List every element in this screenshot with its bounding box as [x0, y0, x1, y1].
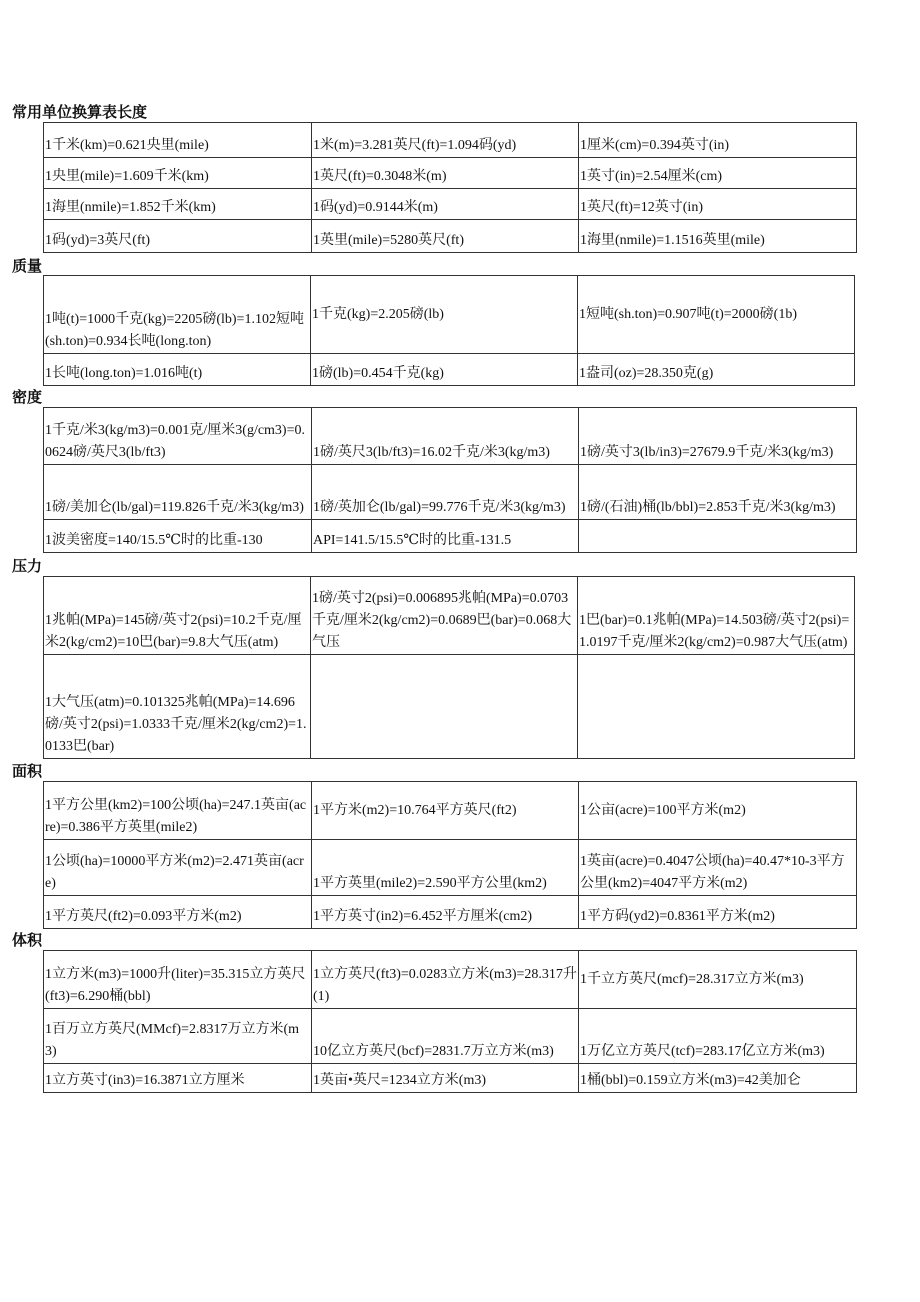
area-table: [43, 781, 857, 929]
table-cell: 10亿立方英尺(bcf)=2831.7万立方米(m3): [312, 1009, 579, 1064]
table-cell: 1巴(bar)=0.1兆帕(MPa)=14.503磅/英寸2(psi)=1.0197千克/厘米2(kg/cm2)=0.987大气压(atm): [578, 577, 855, 655]
table-cell: 1公顷(ha)=10000平方米(m2)=2.471英亩(acre): [44, 840, 312, 896]
table-cell: 1英寸(in)=2.54厘米(cm): [579, 158, 857, 189]
table-cell: [311, 655, 578, 759]
table-cell: 1平方英寸(in2)=6.452平方厘米(cm2): [312, 896, 579, 929]
table-cell: 1千克(kg)=2.205磅(lb): [311, 276, 578, 354]
table-cell: 1磅/美加仑(lb/gal)=119.826千克/米3(kg/m3): [44, 465, 312, 520]
density-table: [43, 407, 857, 553]
table-cell: 1桶(bbl)=0.159立方米(m3)=42美加仑: [579, 1064, 857, 1093]
table-cell: 1磅(lb)=0.454千克(kg): [311, 354, 578, 386]
table-cell: 1平方英尺(ft2)=0.093平方米(m2): [44, 896, 312, 929]
table-cell: 1磅/英寸2(psi)=0.006895兆帕(MPa)=0.0703千克/厘米2(kg/cm2)=0.0689巴(bar)=0.068大气压: [311, 577, 578, 655]
table-cell: 1吨(t)=1000千克(kg)=2205磅(lb)=1.102短吨(sh.ton)=0.934长吨(long.ton): [44, 276, 311, 354]
table-cell: 1兆帕(MPa)=145磅/英寸2(psi)=10.2千克/厘米2(kg/cm2)=10巴(bar)=9.8大气压(atm): [44, 577, 311, 655]
table-cell: 1平方公里(km2)=100公顷(ha)=247.1英亩(acre)=0.386平方英里(mile2): [44, 782, 312, 840]
table-cell: 1米(m)=3.281英尺(ft)=1.094码(yd): [312, 123, 579, 158]
section-heading-volume: 体积: [12, 931, 43, 949]
table-cell: 1码(yd)=0.9144米(m): [312, 189, 579, 220]
mass-table: [43, 275, 855, 386]
section-heading-area: 面积: [12, 762, 43, 780]
table-cell: 1英亩•英尺=1234立方米(m3): [312, 1064, 579, 1093]
table-cell: 1央里(mile)=1.609千米(km): [44, 158, 312, 189]
table-cell: 1公亩(acre)=100平方米(m2): [579, 782, 857, 840]
table-cell: 1千米(km)=0.621央里(mile): [44, 123, 312, 158]
table-cell: [578, 655, 855, 759]
section-heading-density: 密度: [12, 388, 43, 406]
table-cell: 1海里(nmile)=1.1516英里(mile): [579, 220, 857, 253]
table-cell: 1厘米(cm)=0.394英寸(in): [579, 123, 857, 158]
table-cell: API=141.5/15.5℃时的比重-131.5: [312, 520, 579, 553]
table-cell: 1平方码(yd2)=0.8361平方米(m2): [579, 896, 857, 929]
table-cell: 1百万立方英尺(MMcf)=2.8317万立方米(m3): [44, 1009, 312, 1064]
section-heading-pressure: 压力: [12, 557, 43, 575]
table-cell: 1平方米(m2)=10.764平方英尺(ft2): [312, 782, 579, 840]
table-cell: 1磅/英寸3(lb/in3)=27679.9千克/米3(kg/m3): [579, 408, 857, 465]
table-cell: 1短吨(sh.ton)=0.907吨(t)=2000磅(1b): [578, 276, 855, 354]
table-cell: 1英里(mile)=5280英尺(ft): [312, 220, 579, 253]
table-cell: 1盎司(oz)=28.350克(g): [578, 354, 855, 386]
table-cell: 1英尺(ft)=0.3048米(m): [312, 158, 579, 189]
pressure-table: [43, 576, 855, 759]
table-cell: [579, 520, 857, 553]
table-cell: 1磅/(石油)桶(lb/bbl)=2.853千克/米3(kg/m3): [579, 465, 857, 520]
table-cell: 1平方英里(mile2)=2.590平方公里(km2): [312, 840, 579, 896]
table-cell: 1波美密度=140/15.5℃时的比重-130: [44, 520, 312, 553]
table-cell: 1千克/米3(kg/m3)=0.001克/厘米3(g/cm3)=0.0624磅/英尺3(lb/ft3): [44, 408, 312, 465]
table-cell: 1立方英尺(ft3)=0.0283立方米(m3)=28.317升(1): [312, 951, 579, 1009]
table-cell: 1千立方英尺(mcf)=28.317立方米(m3): [579, 951, 857, 1009]
table-cell: 1磅/英加仑(lb/gal)=99.776千克/米3(kg/m3): [312, 465, 579, 520]
table-cell: 1英尺(ft)=12英寸(in): [579, 189, 857, 220]
volume-table: [43, 950, 857, 1093]
section-heading-mass: 质量: [12, 257, 43, 275]
table-cell: 1万亿立方英尺(tcf)=283.17亿立方米(m3): [579, 1009, 857, 1064]
table-cell: 1大气压(atm)=0.101325兆帕(MPa)=14.696磅/英寸2(psi)=1.0333千克/厘米2(kg/cm2)=1.0133巴(bar): [44, 655, 311, 759]
section-heading-length: 常用单位换算表长度: [12, 103, 148, 121]
table-cell: 1立方英寸(in3)=16.3871立方厘米: [44, 1064, 312, 1093]
table-cell: 1磅/英尺3(lb/ft3)=16.02千克/米3(kg/m3): [312, 408, 579, 465]
table-cell: 1立方米(m3)=1000升(liter)=35.315立方英尺(ft3)=6.290桶(bbl): [44, 951, 312, 1009]
table-cell: 1英亩(acre)=0.4047公顷(ha)=40.47*10-3平方公里(km2)=4047平方米(m2): [579, 840, 857, 896]
length-table: [43, 122, 857, 253]
table-cell: 1海里(nmile)=1.852千米(km): [44, 189, 312, 220]
table-cell: 1码(yd)=3英尺(ft): [44, 220, 312, 253]
table-cell: 1长吨(long.ton)=1.016吨(t): [44, 354, 311, 386]
